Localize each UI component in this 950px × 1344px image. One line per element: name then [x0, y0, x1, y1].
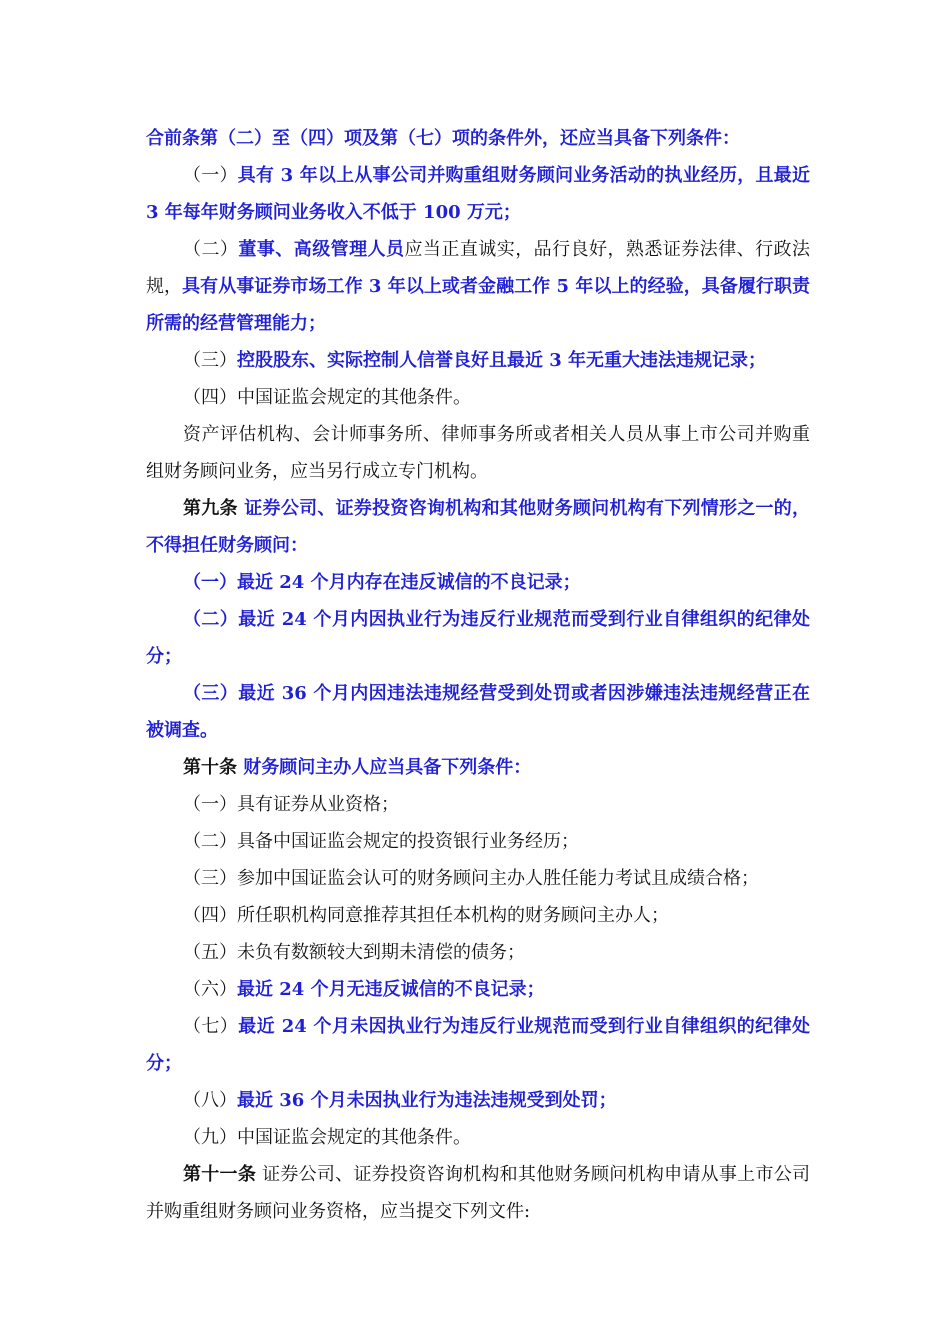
- article-10-item-9: （九）中国证监会规定的其他条件。: [183, 1127, 471, 1148]
- highlighted-text: 合前条第（二）至（四）项及第（七）项的条件外，还应当具备下列条件：: [146, 128, 740, 149]
- highlighted-text: 控股股东、实际控制人信誉良好且最近 3 年无重大违法违规记录；: [237, 350, 767, 371]
- paragraph-item-3: [146, 342, 810, 379]
- paragraph-item-1: [146, 157, 810, 231]
- item-number: （一）: [183, 165, 238, 186]
- item-number: （六）: [183, 979, 237, 1000]
- highlighted-text: 财务顾问主办人应当具备下列条件：: [237, 757, 532, 778]
- item-number: （八）: [183, 1090, 237, 1111]
- highlighted-text: 最近 24 个月无违反诚信的不良记录；: [237, 979, 545, 1000]
- article-10-item-2: （二）具备中国证监会规定的投资银行业务经历；: [183, 831, 579, 852]
- article-9-item-3: （三）最近 36 个月内因违法违规经营受到处罚或者因涉嫌违法违规经营正在被调查。: [146, 683, 810, 741]
- article-10-item-4: （四）所任职机构同意推荐其担任本机构的财务顾问主办人；: [183, 905, 669, 926]
- article-10-item-5: （五）未负有数额较大到期未清偿的债务；: [183, 942, 525, 963]
- paragraph-text: 资产评估机构、会计师事务所、律师事务所或者相关人员从事上市公司并购重组财务顾问业务，应当另行成立专门机构。: [146, 424, 810, 482]
- article-10-item-6: [146, 971, 810, 1008]
- highlighted-text: 最近 36 个月未因执业行为违法违规受到处罚；: [237, 1090, 617, 1111]
- paragraph-item-2: [146, 231, 810, 342]
- highlighted-text: 证券公司、证券投资咨询机构和其他财务顾问机构有下列情形之一的，不得担任财务顾问：: [146, 498, 811, 556]
- document-body: [146, 120, 810, 1230]
- article-9: [146, 490, 810, 564]
- paragraph-continuation: [146, 120, 810, 157]
- highlighted-text: 具有从事证券市场工作 3 年以上或者金融工作 5 年以上的经验，具备履行职责所需的经营管理能力；: [146, 276, 810, 334]
- highlighted-text: 具有 3 年以上从事公司并购重组财务顾问业务活动的执业经历，且最近 3 年每年财务顾问业务收入不低于 100 万元；: [146, 165, 810, 223]
- article-9-item-1: （一）最近 24 个月内存在违反诚信的不良记录；: [183, 572, 581, 593]
- article-10-item-3: （三）参加中国证监会认可的财务顾问主办人胜任能力考试且成绩合格；: [183, 868, 759, 889]
- highlighted-text: 董事、高级管理人员: [238, 239, 405, 260]
- plain-text: 证券公司、证券投资咨询机构和其他财务顾问机构申请从事上市公司并购重组财务顾问业务资格，应当提交下列文件:: [146, 1164, 811, 1222]
- article-heading: 第九条: [183, 498, 238, 519]
- highlighted-text: 最近 24 个月未因执业行为违反行业规范而受到行业自律组织的纪律处分；: [146, 1016, 810, 1074]
- article-10-item-7: [146, 1008, 810, 1082]
- article-10-item-8: [146, 1082, 810, 1119]
- article-11: [146, 1156, 810, 1230]
- item-number: （七）: [183, 1016, 239, 1037]
- article-heading: 第十条: [183, 757, 237, 778]
- article-10-item-1: （一）具有证券从业资格；: [183, 794, 399, 815]
- article-heading: 第十一条: [183, 1164, 257, 1185]
- article-10: [146, 749, 810, 786]
- paragraph-item-4: （四）中国证监会规定的其他条件。: [183, 387, 471, 408]
- article-9-item-2: （二）最近 24 个月内因执业行为违反行业规范而受到行业自律组织的纪律处分；: [146, 609, 810, 667]
- item-number: （二）: [183, 239, 239, 260]
- plain-text: 应当正直诚实，品行良好，熟悉证券法律、行政法规，: [146, 239, 811, 297]
- item-number: （三）: [183, 350, 237, 371]
